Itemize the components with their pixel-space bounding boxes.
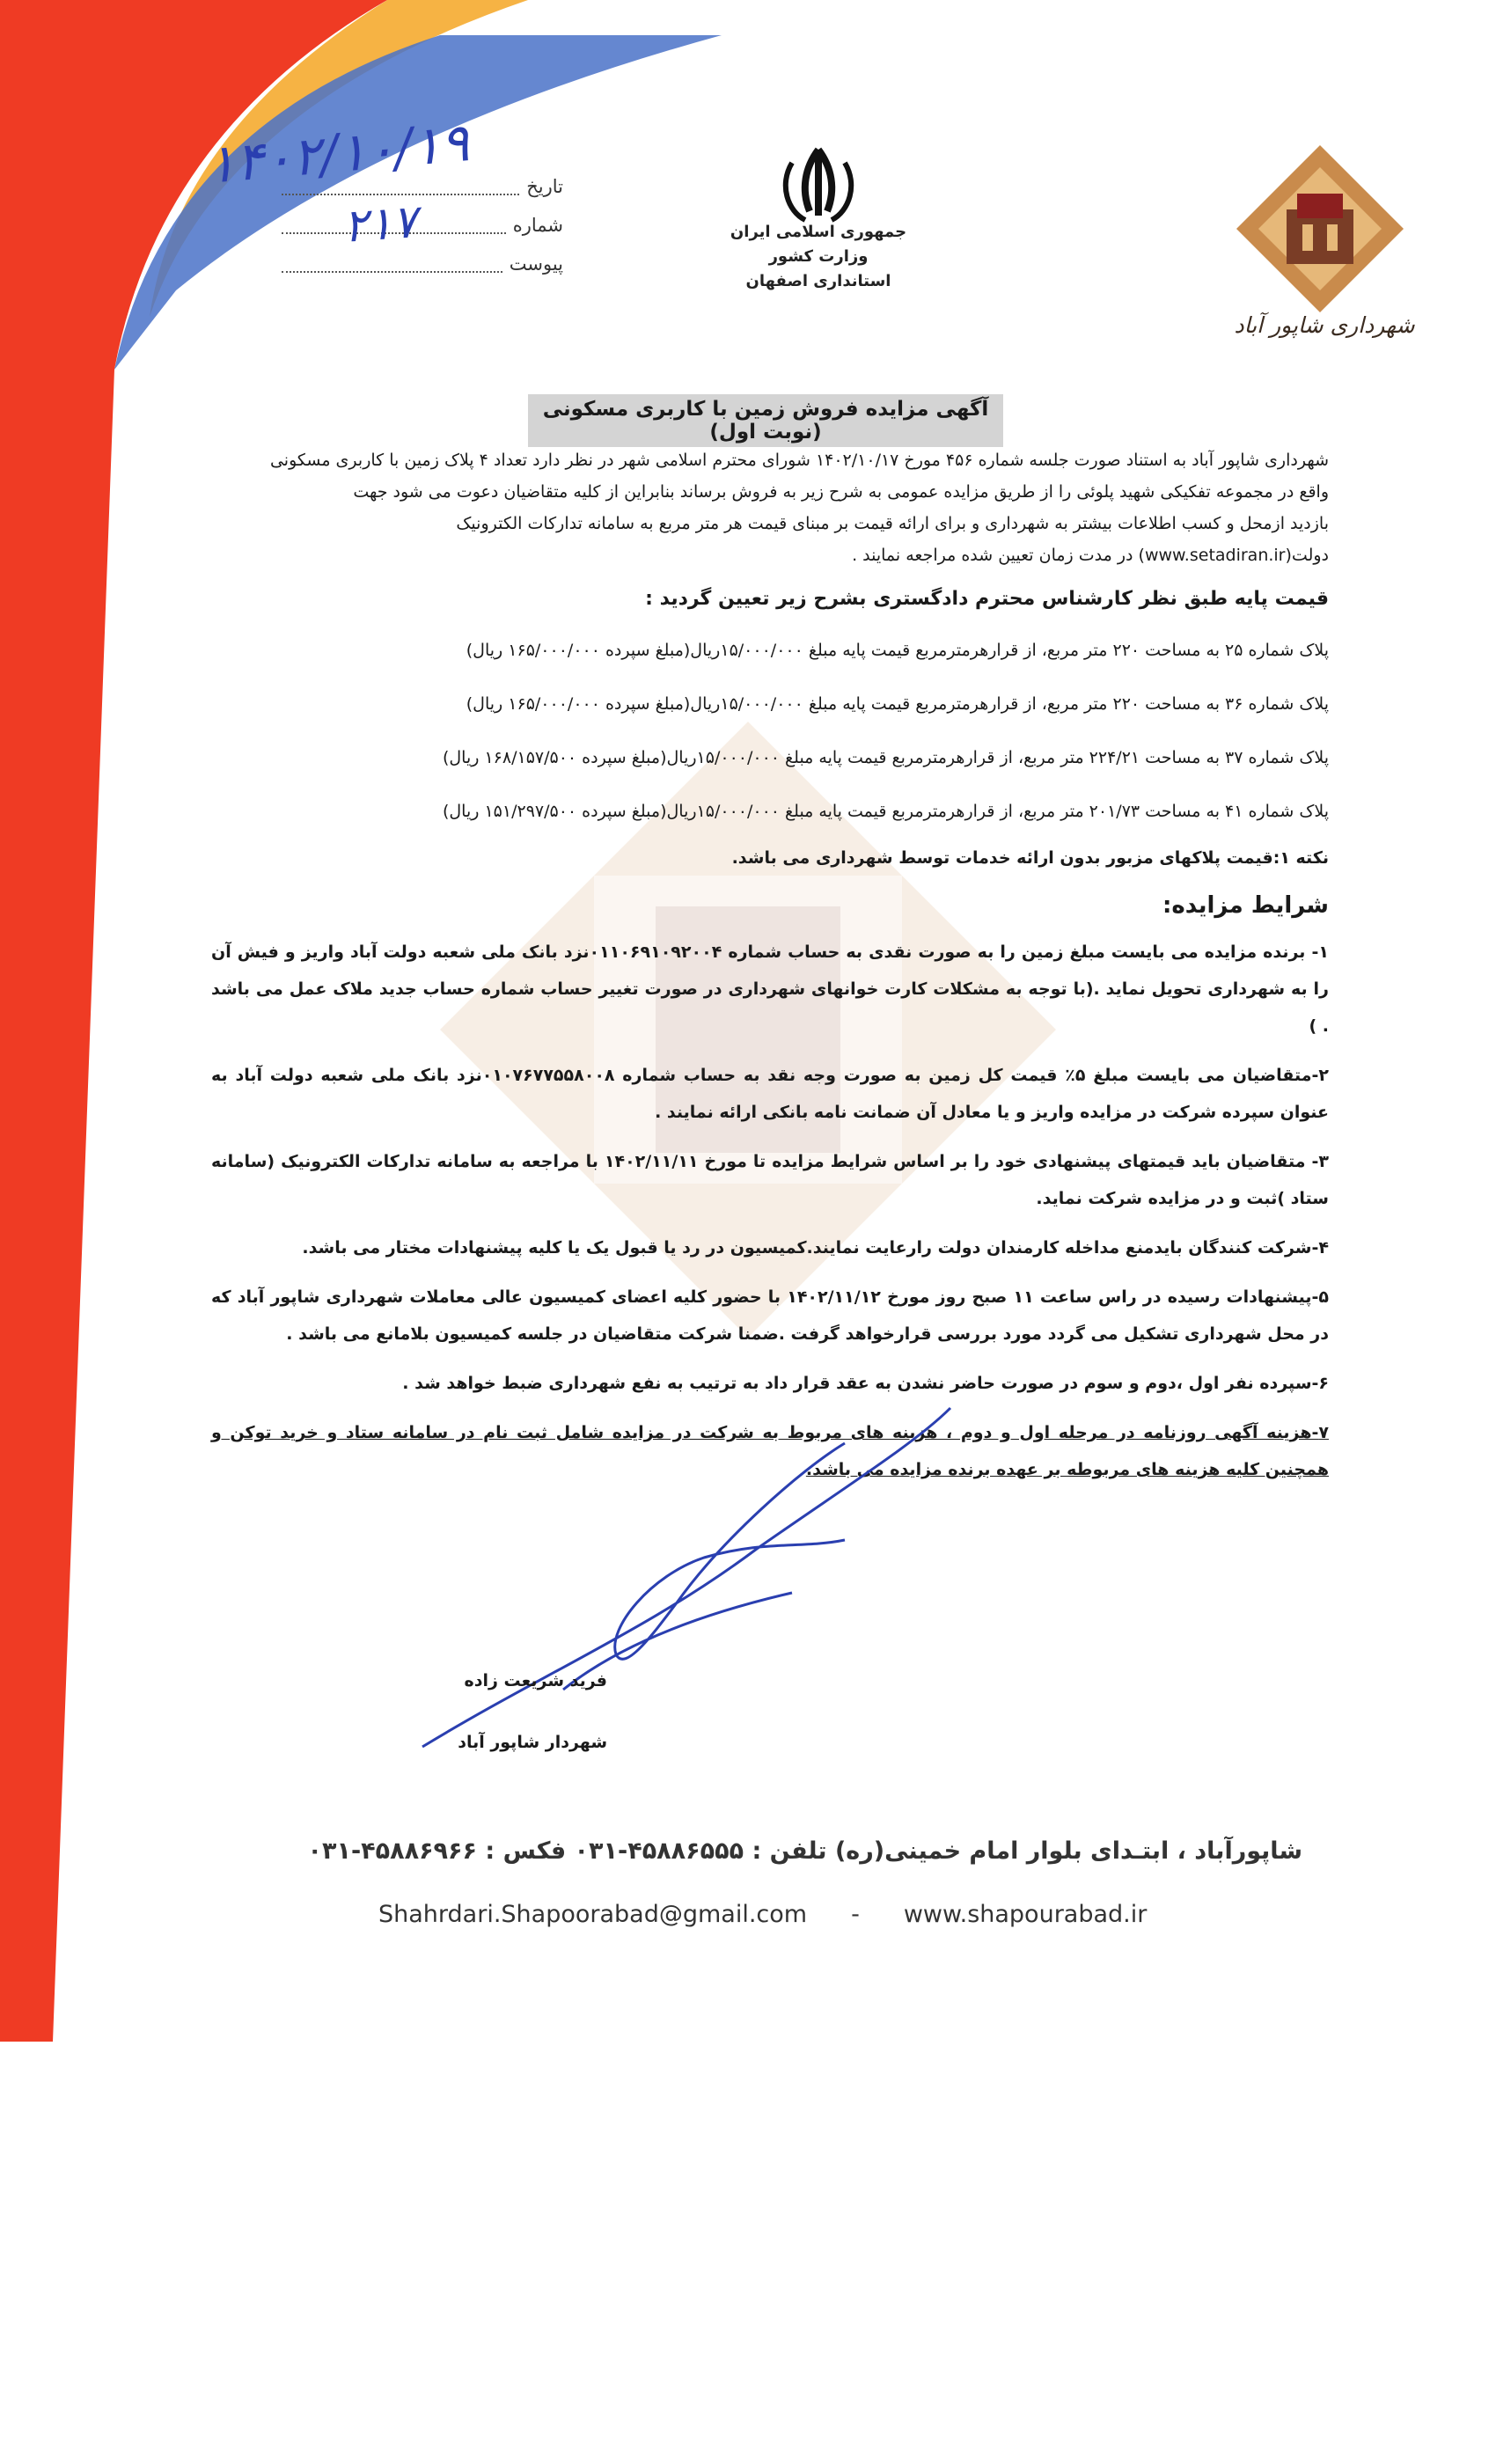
number-row [282,206,563,245]
condition-item: ۳- متقاضیان باید قیمتهای پیشنهادی خود را بر اساس شرایط مزایده تا مورخ ۱۴۰۲/۱۱/۱۱ با مراجعه به سامانه تدارکات الکترونیک (سامانه ستاد )ثبت و در مزایده شرکت نماید. [211,1152,1329,1208]
intro-line: شهرداری شاپور آباد به استناد صورت جلسه شماره ۴۵۶ مورخ ۱۴۰۲/۱۰/۱۷ شورای محترم اسلامی شهر در نظر دارد تعداد ۴ پلاک زمین با کاربری مسکونی [269,451,1329,470]
note: نکته ۱:قیمت پلاکهای مزبور بدون ارائه خدمات توسط شهرداری می باشد. [731,848,1329,868]
condition-item: ۱- برنده مزایده می بایست مبلغ زمین را به صورت نقدی به حساب شماره ۰۱۱۰۶۹۱۰۹۲۰۰۴نزد بانک ملی شعبه دولت آباد واریز و فیش آن را به شهرداری تحویل نماید .(با توجه به مشکلات کارت خوانهای شهرداری در صورت تغییر حساب شماره حساب جدید ملاک عمل می باشد . ) [211,942,1329,1036]
number-label: شماره [512,215,563,236]
signature-block [458,1650,607,1773]
intro-line: دولت(www.setadiran.ir) در مدت زمان تعیین شده مراجعه نمایند . [852,546,1329,565]
footer-web [378,1901,1258,1928]
attachment-row [282,245,563,283]
plot-item: پلاک شماره ۳۶ به مساحت ۲۲۰ متر مربع، از قرارهرمترمربع قیمت پایه مبلغ ۱۵/۰۰۰/۰۰۰ریال(مبلغ سپرده ۱۶۵/۰۰۰/۰۰۰ ریال) [466,694,1329,714]
emblem-line-governorate: استانداری اصفهان [745,272,891,290]
municipality-logo [1232,141,1408,317]
attachment-label: پیوست [509,253,563,275]
footer-website: www.shapourabad.ir [903,1901,1148,1928]
emblem-line-country: جمهوری اسلامی ایران [730,223,907,241]
footer-separator: - [851,1901,860,1928]
signer-name: فرید شریعت زاده [464,1671,607,1690]
intro-line: بازدید ازمحل و کسب اطلاعات بیشتر به شهرداری و برای ارائه قیمت بر مبنای قیمت هر متر مربع به سامانه تدارکات الکترونیک [456,514,1329,533]
iran-emblem-icon [766,141,871,229]
condition-item: ۵-پیشنهادات رسیده در راس ساعت ۱۱ صبح روز مورخ ۱۴۰۲/۱۱/۱۲ با حضور کلیه اعضای کمیسیون عالی معاملات شهرداری شاپور آباد که در محل شهرداری تشکیل می گردد مورد بررسی قرارخواهد گرفت .ضمنا شرکت متقاضیان در جلسه کمیسیون بلامانع می باشد . [211,1287,1330,1344]
intro-line: واقع در مجموعه تفکیکی شهید پلوئی را از طریق مزایده عمومی به شرح زیر به فروش برساند بنابراین از کلیه متقاضیان دعوت می شود جهت [353,482,1329,502]
signer-role: شهردار شاپور آباد [458,1733,607,1752]
footer-email: Shahrdari.Shapoorabad@gmail.com [378,1901,808,1928]
condition-item: ۷-هزینه آگهی روزنامه در مرحله اول و دوم ، هزینه های مربوط به شرکت در مزایده شامل ثبت نام در سامانه ستاد و خرید توکن و همچنین کلیه هزینه های مربوطه بر عهده برنده مزایده می باشد. [211,1423,1329,1479]
condition-item: ۲-متقاضیان می بایست مبلغ ۵٪ قیمت کل زمین به صورت وجه نقد به حساب شماره ۰۱۰۷۶۷۷۵۵۸۰۰۸نزد بانک ملی شعبه دولت آباد به عنوان سپرده شرکت در مزایده واریز و یا معادل آن ضمانت نامه بانکی ارائه نمایند . [211,1066,1329,1122]
condition-item: ۶-سپرده نفر اول ،دوم و سوم در صورت حاضر نشدن به عقد قرار داد به ترتیب به نفع شهرداری ضبط خواهد شد . [402,1374,1329,1393]
base-price-heading: قیمت پایه طبق نظر کارشناس محترم دادگستری بشرح زیر تعیین گردید : [645,588,1329,610]
announcement-body [211,444,1329,1488]
logo-caption: شهرداری شاپور آباد [1234,312,1415,338]
announcement-title: آگهی مزایده فروش زمین با کاربری مسکونی (نوبت اول) [528,394,1003,447]
emblem-line-ministry: وزارت کشور [768,247,869,266]
plot-item: پلاک شماره ۴۱ به مساحت ۲۰۱/۷۳ متر مربع، از قرارهرمترمربع قیمت پایه مبلغ ۱۵/۰۰۰/۰۰۰ریال(مبلغ سپرده ۱۵۱/۲۹۷/۵۰۰ ریال) [442,802,1329,821]
condition-item: ۴-شرکت کنندگان بایدمنع مداخله کارمندان دولت رارعایت نمایند.کمیسیون در رد یا قبول یک یا کلیه پیشنهادات مختار می باشد. [302,1238,1329,1258]
footer-address: شاپورآباد ، ابتـدای بلوار امام خمینی(ره) تلفن : ۴۵۸۸۶۵۵۵-۰۳۱ فکس : ۴۵۸۸۶۹۶۶-۰۳۱ [307,1837,1302,1865]
emblem-text [722,220,915,294]
plot-item: پلاک شماره ۲۵ به مساحت ۲۲۰ متر مربع، از قرارهرمترمربع قیمت پایه مبلغ ۱۵/۰۰۰/۰۰۰ریال(مبلغ سپرده ۱۶۵/۰۰۰/۰۰۰ ریال) [466,641,1329,660]
conditions-heading: شرایط مزایده: [1162,892,1329,919]
handwritten-number: ۲۱۷ [341,195,419,253]
date-label: تاریخ [526,176,563,197]
plot-list [211,624,1329,839]
plot-item: پلاک شماره ۳۷ به مساحت ۲۲۴/۲۱ متر مربع، از قرارهرمترمربع قیمت پایه مبلغ ۱۵/۰۰۰/۰۰۰ریال(مبلغ سپرده ۱۶۸/۱۵۷/۵۰۰ ریال) [442,748,1329,767]
handwritten-date: ۱۴۰۲/۱۰/۱۹ [204,112,472,196]
